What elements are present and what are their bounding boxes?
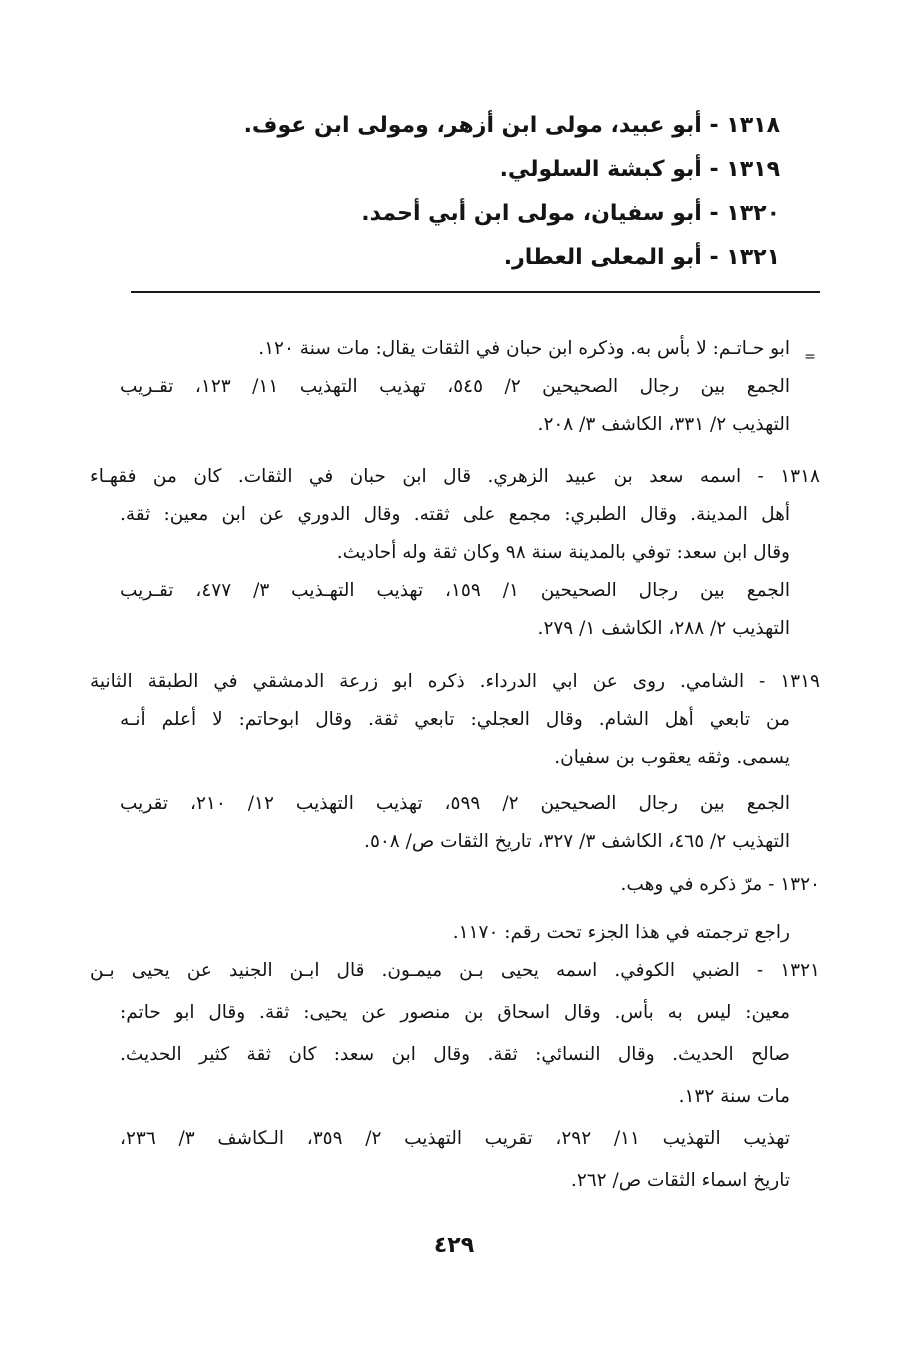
footnote-divider xyxy=(131,291,820,293)
footnote-line: صالح الحديث. وقال النسائي: ثقة. وقال ابن سعد: كان ثقة كثير الحديث. xyxy=(120,1044,790,1065)
footnote-line: من تابعي أهل الشام. وقال العجلي: تابعي ثقة. وقال ابوحاتم: لا أعلم أنـه xyxy=(120,709,790,730)
footnote-line: معين: ليس به بأس. وقال اسحاق بن منصور عن يحيى: ثقة. وقال ابو حاتم: xyxy=(120,1002,790,1023)
footnote-line: التهذيب ٢/ ٤٦٥، الكاشف ٣/ ٣٢٧، تاريخ الثقات ص/ ٥٠٨. xyxy=(364,831,790,852)
footnote-line: تهذيب التهذيب ١١/ ٢٩٢، تقريب التهذيب ٢/ ٣٥٩، الـكاشف ٣/ ٢٣٦، xyxy=(120,1128,790,1149)
page-number: ٤٢٩ xyxy=(433,1233,475,1258)
footnote-line: ١٣٢٠ - مرّ ذكره في وهب. xyxy=(620,874,820,895)
footnote-line: مات سنة ١٣٢. xyxy=(678,1086,790,1107)
footnote-line: يسمى. وثقه يعقوب بن سفيان. xyxy=(554,747,790,768)
footnote-line: ١٣١٨ - اسمه سعد بن عبيد الزهري. قال ابن حبان في الثقات. كان من فقهـاء xyxy=(90,466,820,487)
footnote-line: الجمع بين رجال الصحيحين ١/ ١٥٩، تهذيب التهـذيب ٣/ ٤٧٧، تقـريب xyxy=(120,580,790,601)
footnote-line: التهذيب ٢/ ٣٣١، الكاشف ٣/ ٢٠٨. xyxy=(537,414,790,435)
footnote-line: ابو حـاتـم: لا بأس به. وذكره ابن حبان في الثقات يقال: مات سنة ١٢٠. xyxy=(258,338,790,359)
footnote-line: الجمع بين رجال الصحيحين ٢/ ٥٤٥، تهذيب التهذيب ١١/ ١٢٣، تقـريب xyxy=(120,376,790,397)
heading-1318: ١٣١٨ - أبو عبيد، مولى ابن أزهر، ومولى ابن عوف. xyxy=(243,113,780,138)
footnote-line: تاريخ اسماء الثقات ص/ ٢٦٢. xyxy=(570,1170,790,1191)
footnote-line: وقال ابن سعد: توفي بالمدينة سنة ٩٨ وكان ثقة وله أحاديث. xyxy=(336,542,790,563)
footnote-line: أهل المدينة. وقال الطبري: مجمع على ثقته. وقال الدوري عن ابن معين: ثقة. xyxy=(120,504,790,525)
heading-1320: ١٣٢٠ - أبو سفيان، مولى ابن أبي أحمد. xyxy=(361,201,780,226)
heading-1321: ١٣٢١ - أبو المعلى العطار. xyxy=(503,245,780,270)
footnote-line: ١٣٢١ - الضبي الكوفي. اسمه يحيى بـن ميمـون. قال ابـن الجنيد عن يحيى بـن xyxy=(90,960,820,981)
footnote-line: التهذيب ٢/ ٢٨٨، الكاشف ١/ ٢٧٩. xyxy=(537,618,790,639)
footnote-line: راجع ترجمته في هذا الجزء تحت رقم: ١١٧٠. xyxy=(452,922,790,943)
footnote-line: ١٣١٩ - الشامي. روى عن ابي الدرداء. ذكره ابو زرعة الدمشقي في الطبقة الثانية xyxy=(90,671,820,692)
footnote-line: الجمع بين رجال الصحيحين ٢/ ٥٩٩، تهذيب التهذيب ١٢/ ٢١٠، تقريب xyxy=(120,793,790,814)
continuation-mark: = xyxy=(804,349,816,365)
heading-1319: ١٣١٩ - أبو كبشة السلولي. xyxy=(499,157,780,182)
